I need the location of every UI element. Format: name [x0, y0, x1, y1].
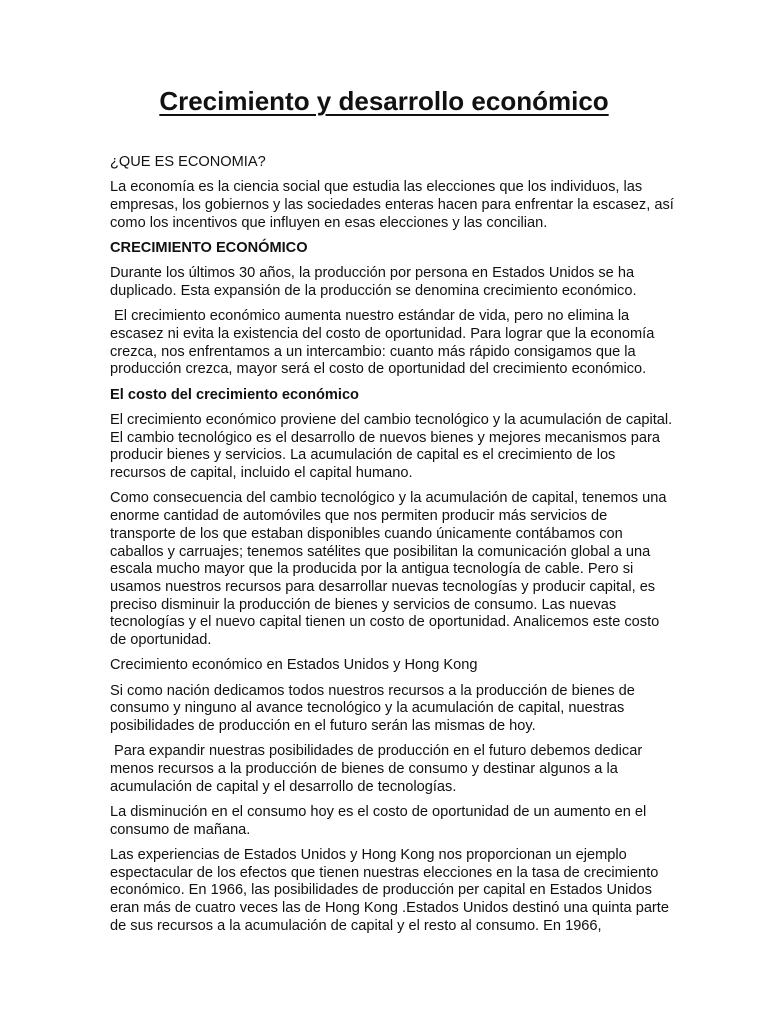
text-line: acumulación de capital y el desarrollo de tecnologías.: [110, 778, 457, 795]
text-line: ¿QUE ES ECONOMIA?: [110, 154, 266, 170]
text-line: escala mucho mayor que la producida por la antigua tecnología de cable. Pero si: [110, 561, 634, 578]
text-line: preciso disminuir la producción de bienes y servicios de consumo. Las nuevas: [110, 596, 617, 613]
text-line: recursos de capital, incluido el capital humano.: [110, 465, 413, 482]
text-line: transporte de los que estaban disponibles cuando únicamente contábamos con: [110, 525, 623, 542]
body-paragraph: [110, 657, 670, 675]
text-line: espectacular de los efectos que tienen nuestras elecciones en la tasa de crecimiento: [110, 864, 659, 881]
text-line: como los incentivos que influyen en esas elecciones y las concilian.: [110, 214, 548, 231]
body-paragraph: [110, 743, 670, 796]
text-line: La economía es la ciencia social que estudia las elecciones que los individuos, las: [110, 179, 643, 196]
text-line: empresas, los gobiernos y las sociedades enteras hacen para enfrentar la escasez, así: [110, 197, 674, 213]
text-line: El crecimiento económico aumenta nuestro estándar de vida, pero no elimina la: [110, 308, 630, 325]
body-paragraph: [110, 412, 673, 483]
text-line: consumo de mañana.: [110, 821, 251, 838]
text-line: producir bienes y servicios. La acumulación de capital es el crecimiento de los: [110, 447, 616, 464]
body-paragraph: [110, 308, 670, 379]
text-line: de sus recursos a la acumulación de capital y el resto al consumo. En 1966,: [110, 917, 602, 934]
text-line: eran más de cuatro veces las de Hong Kong .Estados Unidos destinó una quinta parte: [110, 900, 669, 917]
text-line: Como consecuencia del cambio tecnológico y la acumulación de capital, tenemos una: [110, 490, 667, 507]
section-heading: [110, 240, 670, 258]
text-line: caballos y carruajes; tenemos satélites que posibilitan la comunicación global a una: [110, 543, 651, 560]
text-line: producción crezca, mayor será el costo de oportunidad del crecimiento económico.: [110, 361, 647, 378]
body-paragraph: [110, 154, 670, 172]
text-line: Crecimiento económico en Estados Unidos y Hong Kong: [110, 657, 478, 674]
text-line: Para expandir nuestras posibilidades de producción en el futuro debemos dedicar: [110, 743, 643, 760]
body-paragraph: [110, 847, 670, 936]
text-line: menos recursos a la producción de bienes de consumo y destinar algunos a la: [110, 761, 618, 778]
text-line: CRECIMIENTO ECONÓMICO: [110, 240, 308, 256]
body-paragraph: [110, 179, 674, 232]
text-line: tecnologías y el nuevo capital tienen un costo de oportunidad. Analicemos este costo: [110, 614, 660, 631]
text-line: Las experiencias de Estados Unidos y Hong Kong nos proporcionan un ejemplo: [110, 847, 627, 864]
body-paragraph: [110, 804, 670, 839]
text-line: consumo y ninguno al avance tecnológico y la acumulación de capital, nuestras: [110, 700, 625, 717]
section-heading: [110, 387, 670, 405]
text-line: posibilidades de producción en el futuro serán las mismas de hoy.: [110, 718, 536, 735]
text-line: Durante los últimos 30 años, la producción por persona en Estados Unidos se ha: [110, 265, 635, 282]
body-paragraph: [110, 490, 670, 649]
text-line: económico. En 1966, las posibilidades de producción per capital en Estados Unidos: [110, 882, 652, 899]
text-line: escasez ni evita la existencia del costo de oportunidad. Para lograr que la economía: [110, 326, 655, 342]
text-line: crezca, nos enfrentamos a un intercambio: cuanto más rápido consigamos que la: [110, 343, 636, 360]
body-paragraph: [110, 265, 670, 300]
text-line: El cambio tecnológico es el desarrollo de nuevos bienes y mejores mecanismos para: [110, 429, 660, 446]
document-body: [110, 154, 674, 943]
text-line: usamos nuestros recursos para desarrollar nuevas tecnologías y producir capital, es: [110, 578, 656, 595]
text-line: El crecimiento económico proviene del cambio tecnológico y la acumulación de capital.: [110, 412, 673, 428]
document-title: Crecimiento y desarrollo económico: [159, 86, 609, 116]
text-line: El costo del crecimiento económico: [110, 386, 359, 403]
body-paragraph: [110, 683, 670, 736]
text-line: enorme cantidad de automóviles que nos permiten producir más servicios de: [110, 508, 608, 525]
text-line: de oportunidad.: [110, 632, 212, 649]
text-line: duplicado. Esta expansión de la producción se denomina crecimiento económico.: [110, 283, 637, 299]
text-line: La disminución en el consumo hoy es el costo de oportunidad de un aumento en el: [110, 804, 647, 821]
text-line: Si como nación dedicamos todos nuestros recursos a la producción de bienes de: [110, 682, 635, 699]
